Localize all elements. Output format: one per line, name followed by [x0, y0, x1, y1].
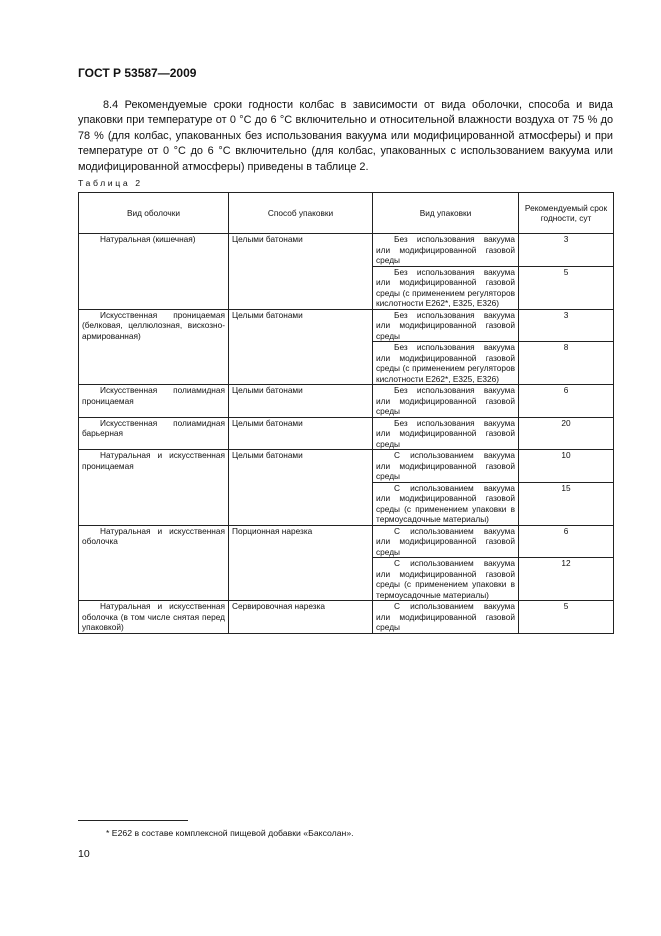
cell-packing: Без использования вакуума или модифицированной газовой среды	[373, 309, 519, 342]
cell-method: Целыми батонами	[229, 309, 373, 385]
cell-term: 3	[519, 309, 614, 342]
document-header: ГОСТ Р 53587—2009	[78, 66, 197, 80]
cell-term: 10	[519, 450, 614, 483]
header-packing: Вид упаковки	[373, 193, 519, 234]
cell-packing: Без использования вакуума или модифицированной газовой среды	[373, 385, 519, 418]
shelf-life-table	[78, 192, 614, 634]
table-row	[79, 417, 614, 450]
cell-term: 6	[519, 525, 614, 558]
cell-packing: Без использования вакуума или модифицированной газовой среды (с применением регуляторов кислотности Е262*, Е325, Е326)	[373, 266, 519, 309]
cell-method: Сервировочная нарезка	[229, 601, 373, 634]
paragraph-8-4: 8.4 Рекомендуемые сроки годности колбас в зависимости от вида оболочки, способа и вида упаковки при температуре от 0 °С до 6 °С включительно и относительной влажности воздуха от 75 % до 78 % (для колбас, упакованных без использования вакуума или модифицированной атмосферы) и при температуре от 0 °С до 6 °С включительно (для колбас, упакованных с использованием вакуума или модифицированной атмосферы) приведены в таблице 2.	[78, 99, 613, 173]
cell-method: Целыми батонами	[229, 385, 373, 418]
cell-packing: С использованием вакуума или модифицированной газовой среды	[373, 601, 519, 634]
cell-packing: Без использования вакуума или модифицированной газовой среды	[373, 234, 519, 267]
header-method: Способ упаковки	[229, 193, 373, 234]
cell-term: 8	[519, 342, 614, 385]
table-row	[79, 234, 614, 267]
cell-casing: Искусственная полиамидная барьерная	[79, 417, 229, 450]
cell-method: Целыми батонами	[229, 417, 373, 450]
table-row	[79, 309, 614, 342]
cell-term: 5	[519, 601, 614, 634]
cell-casing: Искусственная полиамидная проницаемая	[79, 385, 229, 418]
cell-method: Целыми батонами	[229, 234, 373, 310]
table-row	[79, 450, 614, 483]
cell-packing: Без использования вакуума или модифицированной газовой среды	[373, 417, 519, 450]
header-casing: Вид оболочки	[79, 193, 229, 234]
footnote-divider	[78, 820, 188, 821]
cell-term: 3	[519, 234, 614, 267]
cell-packing: С использованием вакуума или модифицированной газовой среды (с применением упаковки в термоусадочные материалы)	[373, 482, 519, 525]
cell-method: Порционная нарезка	[229, 525, 373, 601]
header-term: Рекомендуемый срок годности, сут	[519, 193, 614, 234]
table-caption: Таблица 2	[78, 178, 143, 188]
cell-casing: Натуральная и искусственная оболочка (в том числе снятая перед упаковкой)	[79, 601, 229, 634]
table-row	[79, 601, 614, 634]
cell-term: 20	[519, 417, 614, 450]
cell-packing: С использованием вакуума или модифицированной газовой среды	[373, 525, 519, 558]
table-header-row	[79, 193, 614, 234]
cell-term: 15	[519, 482, 614, 525]
cell-packing: С использованием вакуума или модифицированной газовой среды	[373, 450, 519, 483]
cell-casing: Искусственная проницаемая (белковая, целлюлозная, вискозно-армированная)	[79, 309, 229, 385]
table-row	[79, 525, 614, 558]
cell-term: 6	[519, 385, 614, 418]
table-body	[79, 234, 614, 634]
footnote: * Е262 в составе комплексной пищевой добавки «Баксолан».	[106, 828, 354, 838]
cell-method: Целыми батонами	[229, 450, 373, 526]
cell-packing: С использованием вакуума или модифицированной газовой среды (с применением упаковки в термоусадочные материалы)	[373, 558, 519, 601]
cell-term: 12	[519, 558, 614, 601]
page-number: 10	[78, 848, 90, 860]
cell-casing: Натуральная и искусственная оболочка	[79, 525, 229, 601]
cell-casing: Натуральная (кишечная)	[79, 234, 229, 310]
cell-term: 5	[519, 266, 614, 309]
cell-packing: Без использования вакуума или модифицированной газовой среды (с применением регуляторов кислотности Е262*, Е325, Е326)	[373, 342, 519, 385]
cell-casing: Натуральная и искусственная проницаемая	[79, 450, 229, 526]
table-row	[79, 385, 614, 418]
